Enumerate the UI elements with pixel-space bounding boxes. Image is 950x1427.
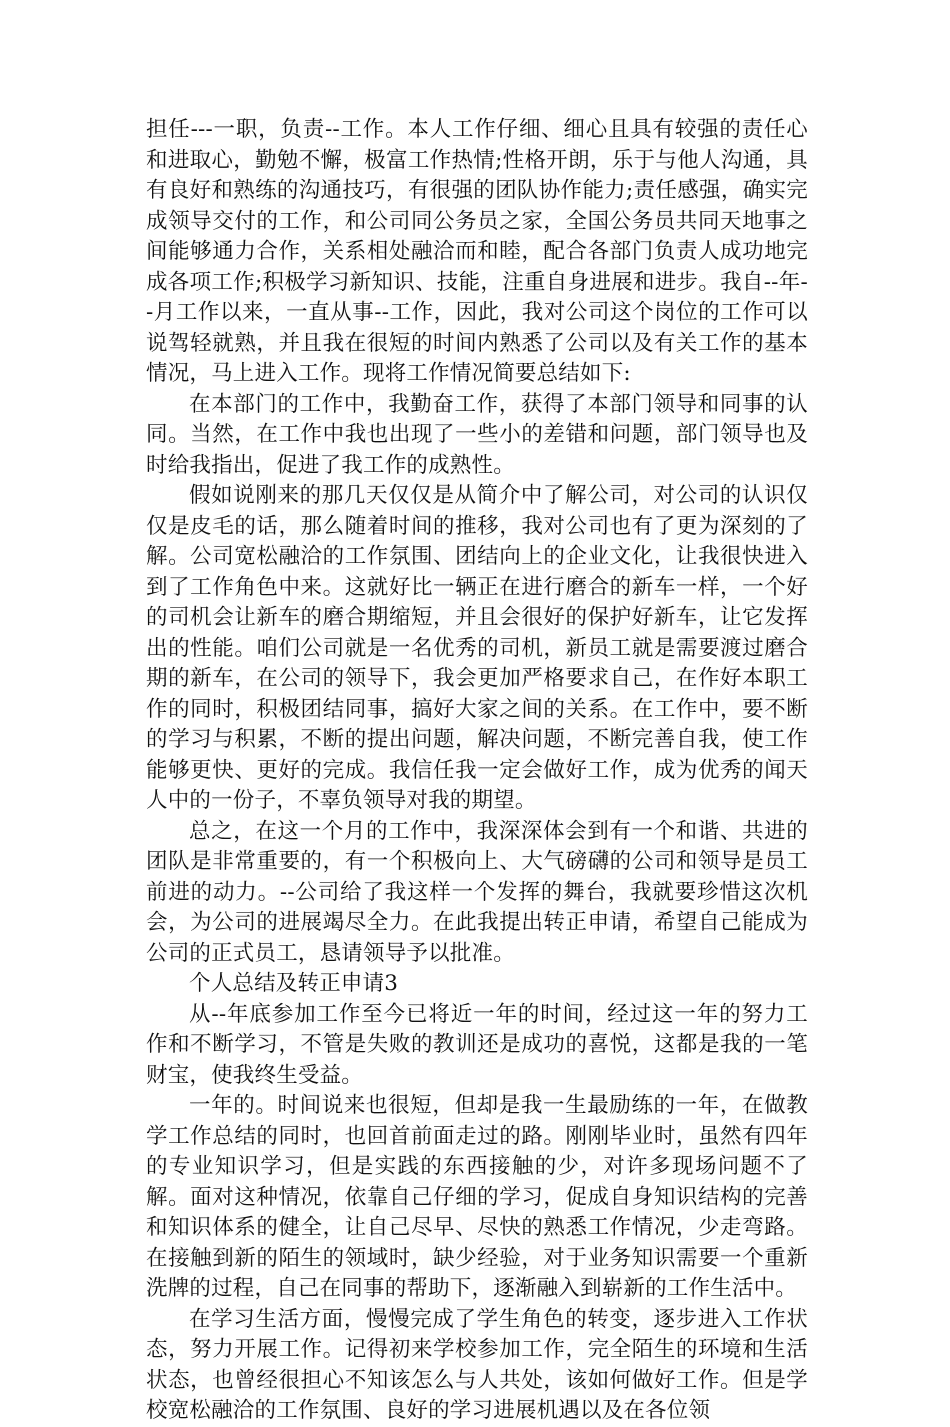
paragraph-3: 假如说刚来的那几天仅仅是从简介中了解公司，对公司的认识仅仅是皮毛的话，那么随着时间的推移，我对公司也有了更为深刻的了解。公司宽松融洽的工作氛围、团结向上的企业文化，让我很快进入到了工作角色中来。这就好比一辆正在进行磨合的新车一样，一个好的司机会让新车的磨合期缩短，并且会很好的保护好新车，让它发挥出的性能。咱们公司就是一名优秀的司机，新员工就是需要渡过磨合期的新车，在公司的领导下，我会更加严格要求自己，在作好本职工作的同时，积极团结同事，搞好大家之间的关系。在工作中，要不断的学习与积累，不断的提出问题，解决问题，不断完善自我，使工作能够更快、更好的完成。我信任我一定会做好工作，成为优秀的闻天人中的一份子，不辜负领导对我的期望。 <box>146 483 808 813</box>
paragraph-1: 担任---一职，负责--工作。本人工作仔细、细心且具有较强的责任心和进取心，勤勉不懈，极富工作热情;性格开朗，乐于与他人沟通，具有良好和熟练的沟通技巧，有很强的团队协作能力;责任感强，确实完成领导交付的工作，和公司同公务员之家，全国公务员共同天地事之间能够通力合作，关系相处融洽而和睦，配合各部门负责人成功地完成各项工作;积极学习新知识、技能，注重自身进展和进步。我自--年--月工作以来，一直从事--工作，因此，我对公司这个岗位的工作可以说驾轻就熟，并且我在很短的时间内熟悉了公司以及有关工作的基本情况，马上进入工作。现将工作情况简要总结如下: <box>146 117 809 386</box>
document-body <box>146 115 808 1427</box>
paragraph-7: 在学习生活方面，慢慢完成了学生角色的转变，逐步进入工作状态，努力开展工作。记得初来学校参加工作，完全陌生的环境和生活状态，也曾经很担心不知该怎么与人共处，该如何做好工作。但是学校宽松融洽的工作氛围、良好的学习进展机遇以及在各位领 <box>146 1306 808 1423</box>
section-heading: 个人总结及转正申请3 <box>189 971 399 996</box>
paragraph-2: 在本部门的工作中，我勤奋工作，获得了本部门领导和同事的认同。当然，在工作中我也出现了一些小的差错和问题，部门领导也及时给我指出，促进了我工作的成熟性。 <box>146 391 808 478</box>
paragraph-6: 一年的。时间说来也很短，但却是我一生最励练的一年，在做教学工作总结的同时，也回首前面走过的路。刚刚毕业时，虽然有四年的专业知识学习，但是实践的东西接触的少，对许多现场问题不了解。面对这种情况，依靠自己仔细的学习，促成自身知识结构的完善和知识体系的健全，让自己尽早、尽快的熟悉工作情况，少走弯路。在接触到新的陌生的领域时，缺少经验，对于业务知识需要一个重新洗牌的过程，自己在同事的帮助下，逐渐融入到崭新的工作生活中。 <box>146 1093 808 1301</box>
paragraph-4: 总之，在这一个月的工作中，我深深体会到有一个和谐、共进的团队是非常重要的，有一个积极向上、大气磅礴的公司和领导是员工前进的动力。--公司给了我这样一个发挥的舞台，我就要珍惜这次机会，为公司的进展竭尽全力。在此我提出转正申请，希望自己能成为公司的正式员工，恳请领导予以批准。 <box>146 818 808 966</box>
paragraph-5: 从--年底参加工作至今已将近一年的时间，经过这一年的努力工作和不断学习，不管是失败的教训还是成功的喜悦，这都是我的一笔财宝，使我终生受益。 <box>146 1001 808 1088</box>
